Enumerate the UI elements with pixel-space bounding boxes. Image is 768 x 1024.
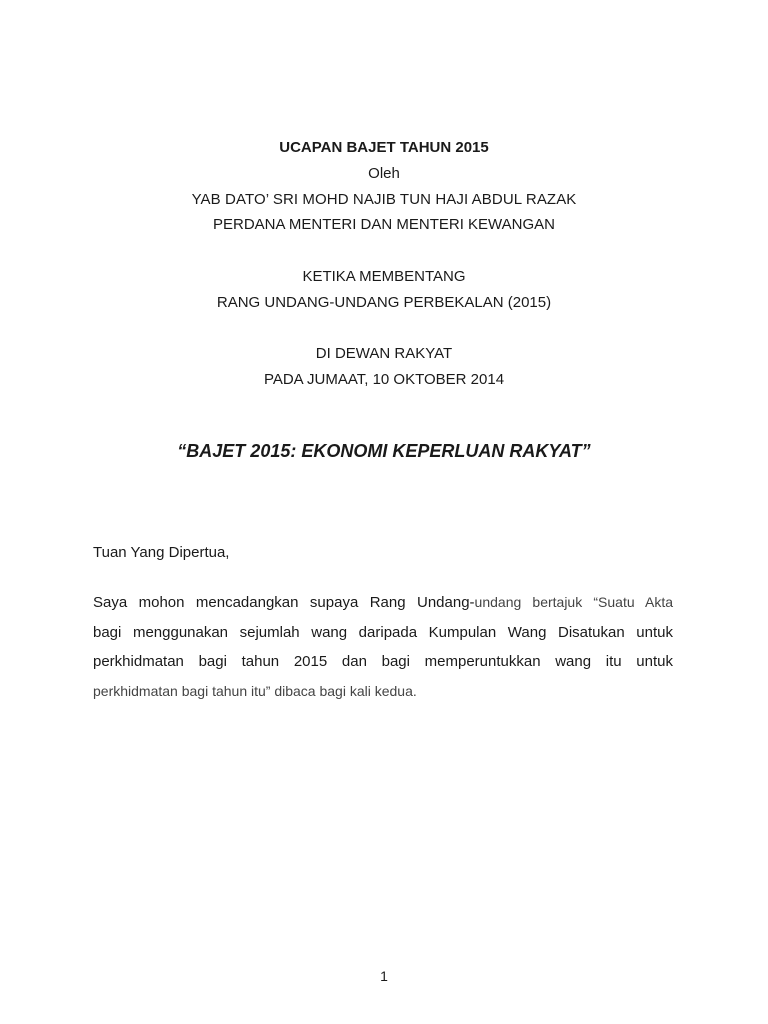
- speech-title: UCAPAN BAJET TAHUN 2015: [279, 139, 489, 156]
- body-line-4: perkhidmatan bagi tahun itu” dibaca bagi kali kedua.: [93, 682, 417, 699]
- occasion-label: KETIKA MEMBENTANG: [302, 268, 466, 285]
- body-line-3: perkhidmatan bagi tahun 2015 dan bagi memperuntukkan wang itu untuk: [93, 653, 673, 670]
- bill-name: RANG UNDANG-UNDANG PERBEKALAN (2015): [216, 294, 552, 311]
- page-number: 1: [380, 968, 388, 984]
- speech-by-label: Oleh: [368, 165, 400, 182]
- speech-date: PADA JUMAAT, 10 OKTOBER 2014: [263, 371, 505, 388]
- body-line-1-part-a: Saya mohon mencadangkan supaya Rang Undang-: [93, 594, 475, 611]
- body-line-1-part-b: undang bertajuk “Suatu Akta: [474, 594, 674, 610]
- speaker-role: PERDANA MENTERI DAN MENTERI KEWANGAN: [213, 216, 555, 233]
- speaker-name: YAB DATO’ SRI MOHD NAJIB TUN HAJI ABDUL RAZAK: [191, 191, 577, 208]
- body-line-1: [93, 588, 673, 618]
- venue: DI DEWAN RAKYAT: [315, 345, 453, 362]
- salutation: Tuan Yang Dipertua,: [93, 544, 230, 561]
- body-line-2: bagi menggunakan sejumlah wang daripada Kumpulan Wang Disatukan untuk: [93, 623, 673, 641]
- body-paragraph: [93, 588, 673, 706]
- budget-theme: “BAJET 2015: EKONOMI KEPERLUAN RAKYAT”: [177, 441, 591, 461]
